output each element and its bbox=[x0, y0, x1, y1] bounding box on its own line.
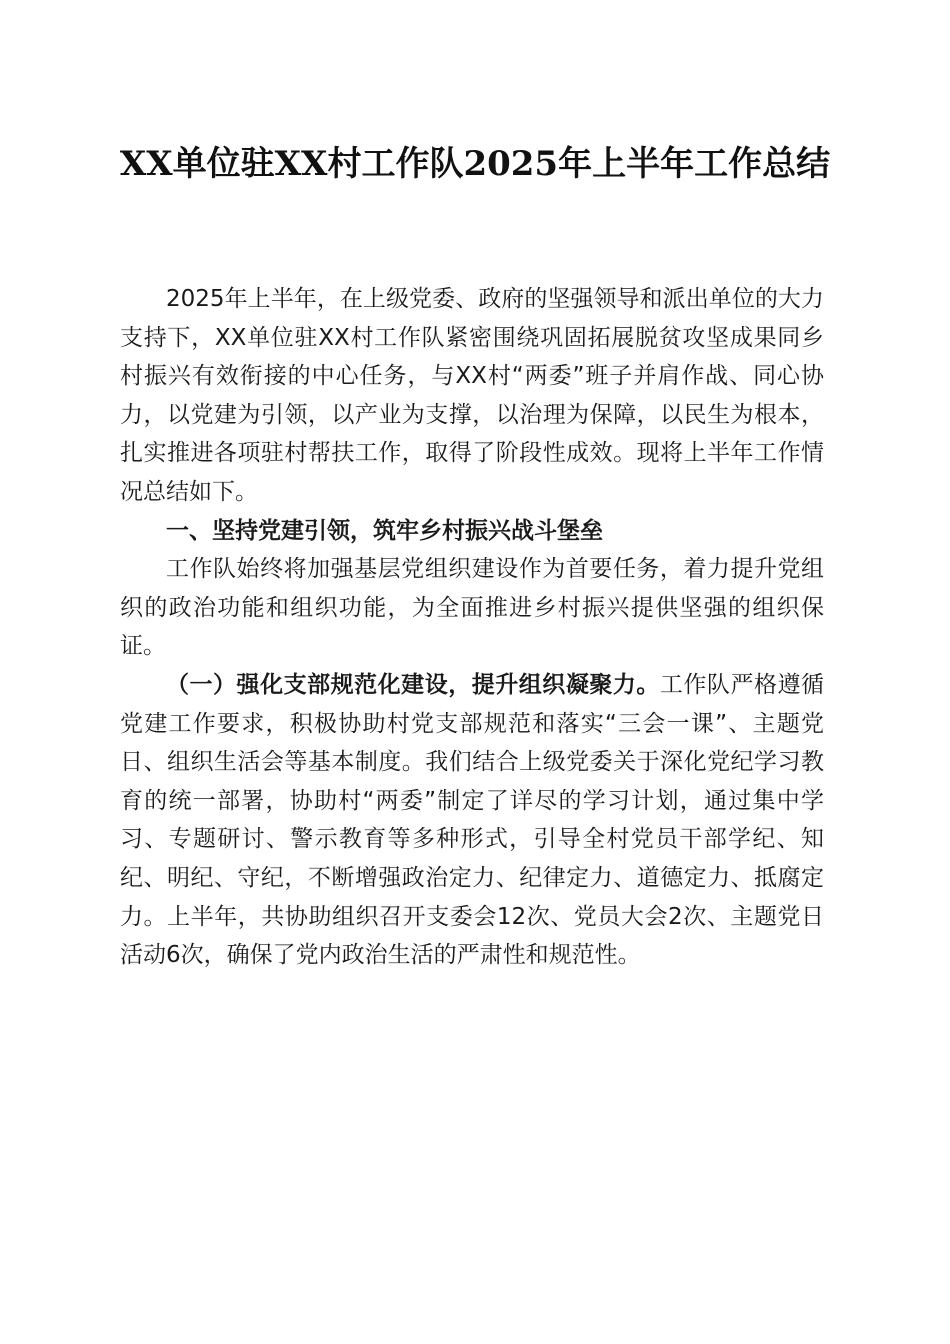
section-paragraph: 工作队始终将加强基层党组织建设作为首要任务，着力提升党组织的政治功能和组织功能，为全面推进乡村振兴提供坚强的组织保证。 bbox=[120, 556, 824, 660]
document-title: XX单位驻XX村工作队2025年上半年工作总结 bbox=[119, 144, 831, 184]
section-heading: 一、坚持党建引领，筑牢乡村振兴战斗堡垒 bbox=[166, 517, 603, 544]
subsection-text: 工作队严格遵循党建工作要求，积极协助村党支部规范和落实“三会一课”、主题党日、组织生活会等基本制度。我们结合上级党委关于深化党纪学习教育的统一部署，协助村“两委”制定了详尽的学习计划，通过集中学习、专题研讨、警示教育等多种形式，引导全村党员干部学纪、知纪、明纪、守纪，不断增强政治定力、纪律定力、道德定力、抵腐定力。上半年，共协助组织召开支委会12次、党员大会2次、主题党日活动6次，确保了党内政治生活的严肃性和规范性。 bbox=[120, 671, 825, 969]
intro-paragraph: 2025年上半年，在上级党委、政府的坚强领导和派出单位的大力支持下，XX单位驻XX村工作队紧密围绕巩固拓展脱贫攻坚成果同乡村振兴有效衔接的中心任务，与XX村“两委”班子并肩作战、同心协力，以党建为引领，以产业为支撑，以治理为保障，以民生为根本，扎实推进各项驻村帮扶工作，取得了阶段性成效。现将上半年工作情况总结如下。 bbox=[120, 286, 824, 505]
subsection-lead: （一）强化支部规范化建设，提升组织凝聚力。 bbox=[166, 671, 660, 698]
subsection-paragraph bbox=[120, 666, 824, 975]
document-body bbox=[120, 280, 824, 975]
